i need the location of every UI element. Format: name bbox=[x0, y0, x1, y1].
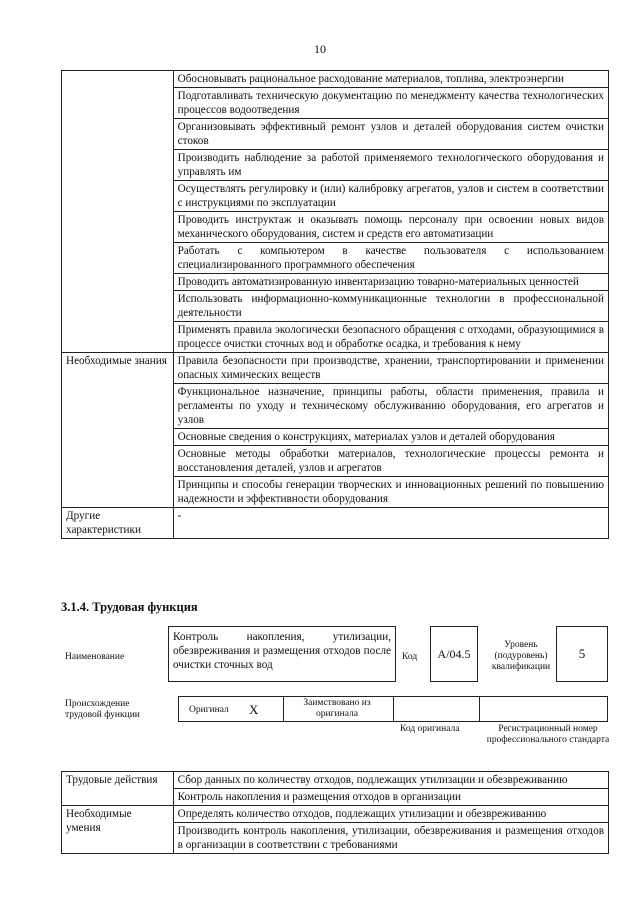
row-item: Работать с компьютером в качестве пользователя с использованием специализированного программного обеспечения bbox=[173, 243, 608, 274]
function-name: Контроль накопления, утилизации, обезвреживания и размещения отходов после очистки сточных вод bbox=[173, 631, 391, 671]
row-item: Контроль накопления и размещения отходов в организации bbox=[173, 789, 608, 806]
row-label: Другие характеристики bbox=[62, 508, 174, 539]
row-item: Основные сведения о конструкциях, материалах узлов и деталей оборудования bbox=[173, 429, 608, 446]
row-label: Трудовые действия bbox=[62, 772, 174, 806]
original-mark: X bbox=[249, 702, 259, 717]
row-item: Обосновывать рациональное расходование материалов, топлива, электроэнергии bbox=[173, 71, 608, 88]
section-heading: 3.1.4. Трудовая функция bbox=[61, 600, 198, 614]
row-item: Применять правила экологически безопасного обращения с отходами, образующимися в процессе очистки сточных вод и обработке осадка, и требования к нему bbox=[173, 322, 608, 353]
table-row bbox=[62, 508, 609, 539]
level-box bbox=[556, 626, 608, 682]
row-item: Сбор данных по количеству отходов, подлежащих утилизации и обезвреживанию bbox=[173, 772, 608, 789]
code-label: Код bbox=[402, 652, 418, 662]
row-item: Функциональное назначение, принципы работы, области применения, правила и регламенты по уходу и техническому обслуживанию оборудования, его агрегатов и узлов bbox=[173, 384, 608, 429]
row-item: Определять количество отходов, подлежащих утилизации и обезвреживанию bbox=[173, 806, 608, 823]
table-row bbox=[62, 806, 609, 823]
original-label: Оригинал bbox=[189, 705, 229, 715]
level-label: Уровень (подуровень) квалификации bbox=[491, 640, 551, 672]
row-item: - bbox=[173, 508, 608, 539]
row-label bbox=[62, 71, 174, 353]
row-item: Правила безопасности при производстве, хранении, транспортировании и применении опасных химических веществ bbox=[173, 353, 608, 384]
page-number: 10 bbox=[314, 42, 326, 56]
name-label: Наименование bbox=[65, 652, 125, 662]
origin-divider-2 bbox=[393, 697, 394, 721]
row-item: Осуществлять регулировку и (или) калибровку агрегатов, узлов и систем в соответствии с инструкциями по эксплуатации bbox=[173, 181, 608, 212]
code-original-label: Код оригинала bbox=[400, 724, 460, 734]
origin-divider-3 bbox=[479, 697, 480, 721]
row-item: Организовывать эффективный ремонт узлов и деталей оборудования систем очистки стоков bbox=[173, 119, 608, 150]
table-row bbox=[62, 772, 609, 789]
row-item: Использовать информационно-коммуникационные технологии в профессиональной деятельности bbox=[173, 291, 608, 322]
row-label: Необходимые знания bbox=[62, 353, 174, 508]
code-box bbox=[430, 626, 478, 682]
row-item: Проводить автоматизированную инвентаризацию товарно-материальных ценностей bbox=[173, 274, 608, 291]
name-box bbox=[168, 626, 396, 682]
origin-label: Происхождение трудовой функции bbox=[65, 699, 140, 720]
code-value: A/04.5 bbox=[437, 647, 471, 661]
row-label: Необходимые умения bbox=[62, 806, 174, 854]
origin-divider-1 bbox=[283, 697, 284, 721]
row-item: Производить контроль накопления, утилизации, обезвреживания и размещения отходов в организации в соответствии с требованиями bbox=[173, 823, 608, 854]
borrowed-label: Заимствовано из оригинала bbox=[303, 698, 371, 719]
actions-table bbox=[61, 771, 609, 854]
row-item: Принципы и способы генерации творческих и инновационных решений по повышению надежности и эффективности оборудования bbox=[173, 477, 608, 508]
row-item: Подготавливать техническую документацию по менеджменту качества технологических процессов водоотведения bbox=[173, 88, 608, 119]
row-item: Основные методы обработки материалов, технологические процессы ремонта и восстановления деталей, узлов и агрегатов bbox=[173, 446, 608, 477]
skills-table bbox=[61, 70, 609, 539]
level-value: 5 bbox=[578, 646, 586, 661]
row-item: Проводить инструктаж и оказывать помощь персоналу при освоении новых видов механического оборудования, систем и средств его автоматизации bbox=[173, 212, 608, 243]
table-row bbox=[62, 71, 609, 88]
row-item: Производить наблюдение за работой применяемого технологического оборудования и управлять им bbox=[173, 150, 608, 181]
table-row bbox=[62, 353, 609, 384]
reg-number-label: Регистрационный номер профессионального стандарта bbox=[486, 724, 610, 745]
origin-box bbox=[178, 696, 608, 722]
